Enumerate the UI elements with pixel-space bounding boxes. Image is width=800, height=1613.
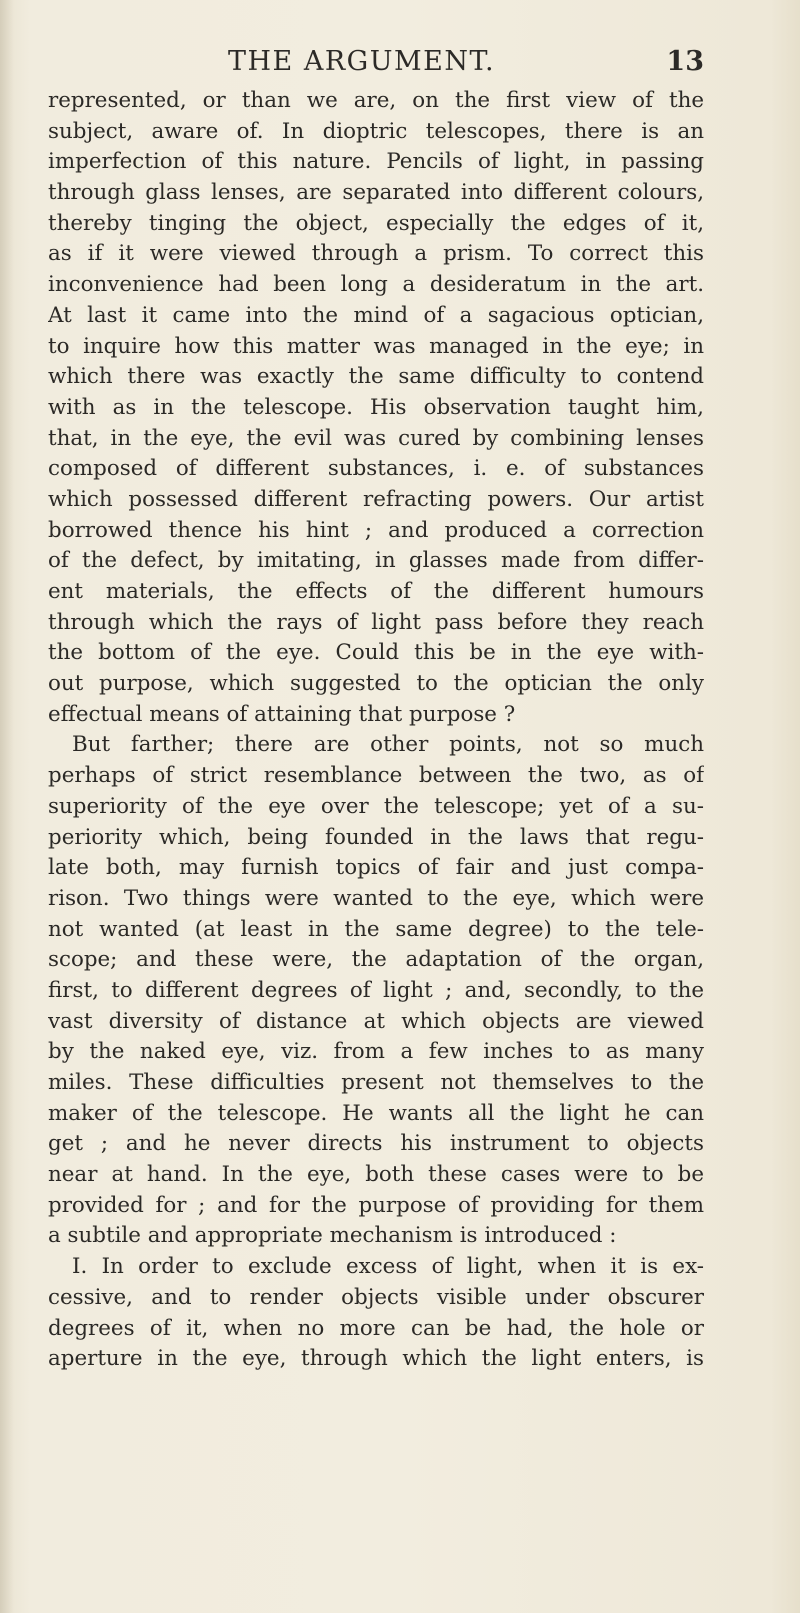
text-line: of the defect, by imitating, in glasses made from differ-	[48, 548, 704, 574]
text-line: which there was exactly the same difficulty to contend	[48, 364, 704, 390]
text-line: I. In order to exclude excess of light, when it is ex-	[72, 1254, 704, 1280]
text-line: perhaps of strict resemblance between the two, as of	[48, 763, 704, 789]
text-line: not wanted (at least in the same degree) to the tele-	[48, 916, 704, 942]
text-line: At last it came into the mind of a sagacious optician,	[48, 302, 704, 328]
text-line: to inquire how this matter was managed in the eye; in	[48, 333, 704, 359]
text-line: inconvenience had been long a desideratum in the art.	[48, 272, 704, 298]
text-line: represented, or than we are, on the first view of the	[48, 88, 704, 113]
text-line: periority which, being founded in the laws that regu-	[48, 824, 704, 850]
text-line: effectual means of attaining that purpose ?	[48, 701, 516, 727]
text-line: which possessed different refracting powers. Our artist	[48, 486, 704, 512]
text-line: late both, may furnish topics of fair and just compa-	[48, 855, 704, 881]
text-line: first, to different degrees of light ; and, secondly, to the	[48, 977, 704, 1003]
running-head	[48, 42, 704, 82]
text-line: as if it were viewed through a prism. To correct this	[48, 241, 704, 267]
text-line: miles. These difficulties present not themselves to the	[48, 1070, 704, 1095]
text-line: composed of different substances, i. e. of substances	[48, 456, 704, 482]
text-line: a subtile and appropriate mechanism is introduced :	[48, 1223, 617, 1249]
text-line: that, in the eye, the evil was cured by combining lenses	[48, 425, 704, 451]
text-line: maker of the telescope. He wants all the light he can	[48, 1100, 704, 1126]
running-title: THE ARGUMENT.	[228, 46, 496, 77]
text-line: through which the rays of light pass before they reach	[48, 609, 704, 635]
body-text	[48, 86, 704, 1375]
text-line: with as in the telescope. His observation taught him,	[48, 394, 704, 420]
text-line: But farther; there are other points, not so much	[72, 732, 704, 758]
text-line: subject, aware of. In dioptric telescopes, there is an	[48, 118, 704, 144]
text-line: ent materials, the effects of the different humours	[48, 579, 704, 604]
text-line: rison. Two things were wanted to the eye, which were	[48, 885, 704, 911]
text-line: provided for ; and for the purpose of providing for them	[48, 1192, 704, 1218]
text-line: the bottom of the eye. Could this be in the eye with-	[48, 640, 704, 666]
text-line: borrowed thence his hint ; and produced a correction	[48, 517, 704, 543]
text-line: imperfection of this nature. Pencils of light, in passing	[48, 149, 704, 175]
text-line: thereby tinging the object, especially the edges of it,	[48, 210, 704, 236]
text-line: by the naked eye, viz. from a few inches to as many	[48, 1039, 704, 1065]
text-line: vast diversity of distance at which objects are viewed	[48, 1008, 704, 1034]
text-line: degrees of it, when no more can be had, the hole or	[48, 1315, 704, 1341]
text-line: get ; and he never directs his instrument to objects	[48, 1131, 704, 1157]
spine-shadow	[0, 0, 14, 1613]
text-line: out purpose, which suggested to the optician the only	[48, 671, 704, 697]
text-line: scope; and these were, the adaptation of the organ,	[48, 947, 704, 973]
text-line: near at hand. In the eye, both these cases were to be	[48, 1162, 704, 1188]
page-number: 13	[666, 46, 704, 77]
text-line: through glass lenses, are separated into different colours,	[48, 180, 704, 206]
text-line: superiority of the eye over the telescope; yet of a su-	[48, 793, 704, 819]
text-line: cessive, and to render objects visible under obscurer	[48, 1284, 704, 1310]
text-line: aperture in the eye, through which the light enters, is	[48, 1346, 704, 1372]
